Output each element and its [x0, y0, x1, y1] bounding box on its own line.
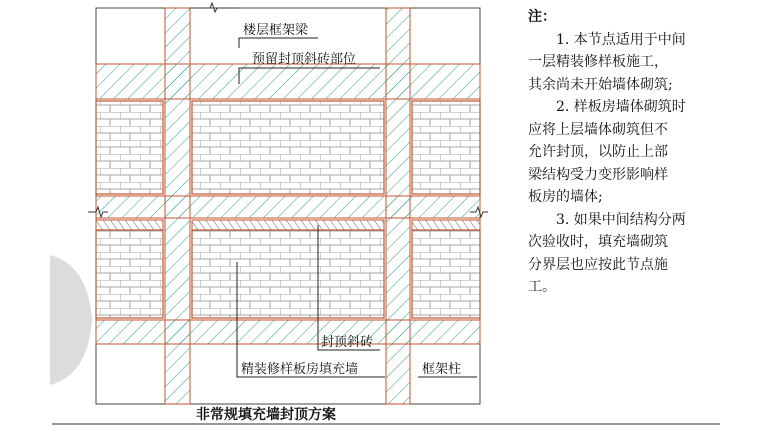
beam-bottom	[96, 320, 480, 344]
label-floor-beam: 楼层框架梁	[243, 23, 309, 38]
notes-line: 1. 本节点适用于中间	[556, 31, 686, 48]
notes-line: 允许封顶，以防止上部	[528, 144, 668, 160]
lower-left-brick	[96, 230, 163, 318]
upper-left-brick	[96, 101, 163, 194]
notes-line: 板房的墙体;	[528, 189, 603, 205]
diagram-caption: 非常规填充墙封顶方案	[196, 407, 336, 423]
slant-brick-center	[192, 220, 384, 230]
notes-line: 其余尚未开始墙体砌筑;	[528, 76, 673, 93]
notes-line: 应将上层墙体砌筑但不	[528, 121, 668, 138]
label-infill-wall: 精装修样板房填充墙	[241, 362, 359, 377]
notes-line: 2. 样板房墙体砌筑时	[556, 99, 686, 115]
lower-center-brick	[192, 230, 384, 318]
label-frame-column: 框架柱	[422, 362, 462, 377]
notes-line: 3. 如果中间结构分两	[556, 211, 686, 228]
upper-center-brick	[192, 101, 384, 194]
label-reserved-zone: 预留封顶斜砖部位	[252, 52, 357, 67]
notes-panel	[528, 6, 758, 299]
notes-line: 梁结构受力变形影响样	[528, 166, 668, 183]
slant-brick-left	[96, 220, 163, 230]
slant-brick-right	[412, 220, 480, 230]
beam-top	[96, 64, 480, 99]
notes-line: 一层精装修样板施工，	[528, 54, 668, 70]
notes-title: 注：	[528, 9, 556, 25]
notes-line: 工。	[528, 279, 556, 295]
watermark-shape	[50, 255, 92, 385]
beam-middle	[96, 196, 480, 218]
notes-line: 分界层也应按此节点施	[528, 256, 668, 273]
upper-right-brick	[412, 101, 480, 194]
brick-walls-upper	[96, 101, 480, 194]
slant-brick-course	[96, 220, 480, 230]
lower-right-brick	[412, 230, 480, 318]
label-slant-brick: 封顶斜砖	[321, 335, 374, 350]
notes-line: 次验收时，填充墙砌筑	[528, 234, 668, 250]
brick-walls-lower	[96, 230, 480, 318]
